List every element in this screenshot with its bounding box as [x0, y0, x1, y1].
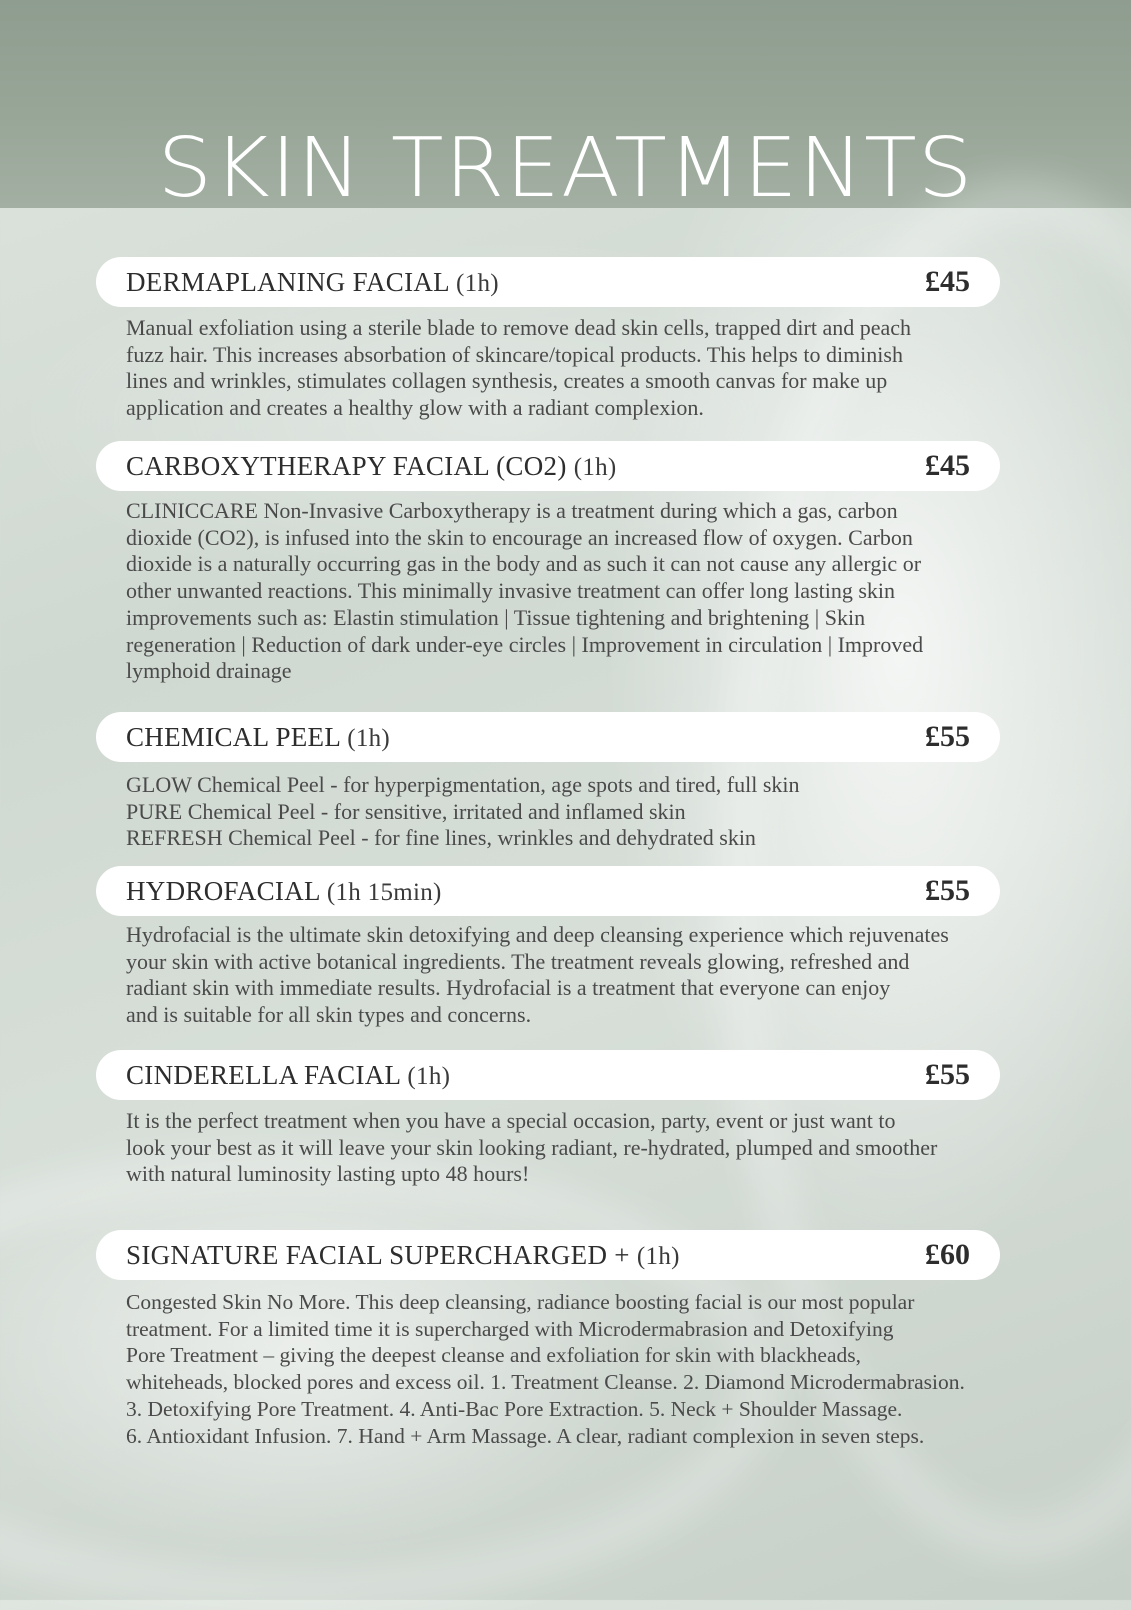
page-title: SKIN TREATMENTS — [157, 121, 974, 216]
treatment-duration: (1h) — [573, 453, 617, 481]
treatment-duration: (1h) — [347, 724, 391, 752]
treatment-name: CHEMICAL PEEL (1h) — [126, 721, 391, 752]
treatment-name: DERMAPLANING FACIAL (1h) — [126, 266, 499, 297]
treatment-duration: (1h) — [636, 1242, 680, 1270]
treatment-description: CLINICCARE Non-Invasive Carboxytherapy is a treatment during which a gas, carbon dioxide (CO2), is infused into the skin to encourage an increased flow of oxygen. Carbon dioxide is a naturally occurring gas in the body and as such it can not cause any allergic or other unwanted reactions. This minimally invasive treatment can offer long lasting skin improvements such as: Elastin stimulation | Tissue tightening and brightening | Skin regeneration | Reduction of dark under-eye circles | Improvement in circulation | Improved lymphoid drainage — [126, 498, 924, 684]
treatment-price: £55 — [925, 1058, 970, 1091]
treatment-price: £45 — [925, 449, 970, 482]
treatment-header-carboxytherapy — [96, 441, 1000, 491]
treatment-header-chemical-peel — [96, 712, 1000, 762]
treatment-header-cinderella — [96, 1050, 1000, 1100]
treatment-price: £60 — [925, 1238, 970, 1271]
treatment-duration: (1h) — [456, 269, 499, 297]
treatment-name: CINDERELLA FACIAL (1h) — [126, 1059, 451, 1090]
treatment-price: £45 — [925, 265, 970, 298]
treatment-duration: (1h) — [407, 1062, 451, 1090]
treatment-price: £55 — [925, 720, 970, 753]
treatment-header-hydrofacial — [96, 866, 1000, 916]
treatment-description: It is the perfect treatment when you have a special occasion, party, event or just want to look your best as it will leave your skin looking radiant, re-hydrated, plumped and smoother with natural luminosity lasting upto 48 hours! — [126, 1108, 938, 1187]
treatment-description: Hydrofacial is the ultimate skin detoxifying and deep cleansing experience which rejuvenates your skin with active botanical ingredients. The treatment reveals glowing, refreshed and radiant skin with immediate results. Hydrofacial is a treatment that everyone can enjoy and is suitable for all skin types and concerns. — [126, 922, 949, 1028]
treatment-name: HYDROFACIAL (1h 15min) — [126, 875, 442, 906]
treatment-name: SIGNATURE FACIAL SUPERCHARGED + (1h) — [126, 1239, 680, 1270]
treatment-duration: (1h 15min) — [326, 878, 442, 906]
treatment-description: Manual exfoliation using a sterile blade to remove dead skin cells, trapped dirt and peach fuzz hair. This increases absorbation of skincare/topical products. This helps to diminish lines and wrinkles, stimulates collagen synthesis, creates a smooth canvas for make up application and creates a healthy glow with a radiant complexion. — [126, 315, 912, 421]
treatment-description: GLOW Chemical Peel - for hyperpigmentation, age spots and tired, full skin PURE Chemical Peel - for sensitive, irritated and inflamed skin REFRESH Chemical Peel - for fine lines, wrinkles and dehydrated skin — [126, 772, 800, 851]
treatment-header-dermaplaning — [96, 257, 1000, 307]
treatment-header-signature — [96, 1230, 1000, 1280]
treatment-name: CARBOXYTHERAPY FACIAL (CO2) (1h) — [126, 450, 617, 481]
treatment-description: Congested Skin No More. This deep cleansing, radiance boosting facial is our most popular treatment. For a limited time it is supercharged with Microdermabrasion and Detoxifying Pore Treatment – giving the deepest cleanse and exfoliation for skin with blackheads, whiteheads, blocked pores and excess oil. 1. Treatment Cleanse. 2. Diamond Microdermabrasion. 3. Detoxifying Pore Treatment. 4. Anti-Bac Pore Extraction. 5. Neck + Shoulder Massage. 6. Antioxidant Infusion. 7. Hand + Arm Massage. A clear, radiant complexion in seven steps. — [126, 1290, 965, 1448]
treatment-price: £55 — [925, 874, 970, 907]
